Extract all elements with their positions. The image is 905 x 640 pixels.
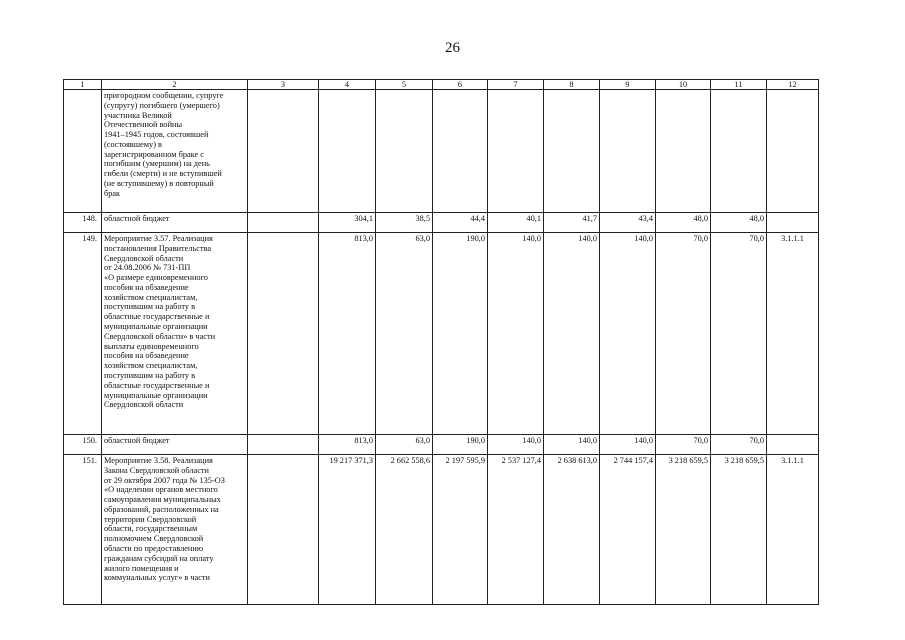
table-cell: 140,0 <box>544 233 600 435</box>
table-cell: 2 197 595,9 <box>433 455 488 605</box>
table-cell <box>433 90 488 213</box>
column-header: 3 <box>248 80 319 90</box>
table-cell: 2 744 157,4 <box>600 455 656 605</box>
table-cell: 813,0 <box>319 435 376 455</box>
table-cell: 140,0 <box>488 435 544 455</box>
table-cell <box>376 90 433 213</box>
table-cell: 140,0 <box>600 233 656 435</box>
table-cell: 40,1 <box>488 213 544 233</box>
column-header: 2 <box>102 80 248 90</box>
table-cell: 140,0 <box>488 233 544 435</box>
table-cell: 190,0 <box>433 435 488 455</box>
row-description: Мероприятие 3.58. Реализация Закона Свердловской области от 29 октября 2007 года № 135-ОЗ «О наделении органов местного самоуправления муниципальных образований, расположенных на территории Свердловской области, государственным полномочием Свердловской области по предоставлению гражданам субсидий на оплату жилого помещения и коммунальных услуг» в части <box>102 455 248 605</box>
table-cell: 63,0 <box>376 233 433 435</box>
table-cell: 38,5 <box>376 213 433 233</box>
table-cell: 48,0 <box>711 213 767 233</box>
table-cell: 140,0 <box>600 435 656 455</box>
table-row <box>64 233 819 435</box>
table-cell: 44,4 <box>433 213 488 233</box>
row-number: 151. <box>64 455 102 605</box>
row-number <box>64 90 102 213</box>
row-number: 148. <box>64 213 102 233</box>
table-cell: 2 638 613,0 <box>544 455 600 605</box>
table-cell <box>248 435 319 455</box>
table-cell <box>767 213 819 233</box>
table-cell: 19 217 371,3 <box>319 455 376 605</box>
table-cell: 190,0 <box>433 233 488 435</box>
table-cell <box>248 233 319 435</box>
table-cell: 70,0 <box>711 435 767 455</box>
table-cell <box>711 90 767 213</box>
column-header: 4 <box>319 80 376 90</box>
table-cell: 63,0 <box>376 435 433 455</box>
table-cell: 304,1 <box>319 213 376 233</box>
table-cell: 70,0 <box>656 233 711 435</box>
table-cell: 3.1.1.1 <box>767 455 819 605</box>
table-cell <box>600 90 656 213</box>
table-cell <box>488 90 544 213</box>
table-cell: 43,4 <box>600 213 656 233</box>
column-header: 11 <box>711 80 767 90</box>
table-cell: 3 218 659,5 <box>656 455 711 605</box>
page-number: 26 <box>445 40 460 56</box>
table-cell: 70,0 <box>711 233 767 435</box>
column-header: 9 <box>600 80 656 90</box>
table-cell: 2 662 558,6 <box>376 455 433 605</box>
table-cell: 813,0 <box>319 233 376 435</box>
table-row <box>64 213 819 233</box>
budget-table <box>63 79 819 605</box>
table-row <box>64 435 819 455</box>
column-header: 5 <box>376 80 433 90</box>
column-header: 1 <box>64 80 102 90</box>
row-description: Мероприятие 3.57. Реализация постановления Правительства Свердловской области от 24.08.2006 № 731-ПП «О размере единовременного пособия на обзаведение хозяйством специалистам, поступившим на работу в областные государственные и муниципальные организации Свердловской области» в части выплаты единовременного пособия на обзаведение хозяйством специалистам, поступившим на работу в областные государственные и муниципальные организации Свердловской области <box>102 233 248 435</box>
column-header: 7 <box>488 80 544 90</box>
table-cell <box>544 90 600 213</box>
row-description: областной бюджет <box>102 435 248 455</box>
column-header: 6 <box>433 80 488 90</box>
table-cell: 2 537 127,4 <box>488 455 544 605</box>
table-cell <box>767 435 819 455</box>
column-header: 12 <box>767 80 819 90</box>
table-header-row <box>64 80 819 90</box>
table-cell <box>248 455 319 605</box>
table-cell: 3.1.1.1 <box>767 233 819 435</box>
table-cell: 3 218 659,5 <box>711 455 767 605</box>
table-cell: 48,0 <box>656 213 711 233</box>
column-header: 10 <box>656 80 711 90</box>
table-row <box>64 455 819 605</box>
table-cell <box>656 90 711 213</box>
table-row <box>64 90 819 213</box>
row-description: областной бюджет <box>102 213 248 233</box>
column-header: 8 <box>544 80 600 90</box>
table-cell <box>767 90 819 213</box>
row-description: пригородном сообщении, супруге (супругу) погибшего (умершего) участника Великой Отечественной войны 1941–1945 годов, состоявшей (состоявшему) в зарегистрированном браке с погибшим (умершим) на день гибели (смерти) и не вступившей (не вступившему) в повторный брак <box>102 90 248 213</box>
table-cell <box>248 213 319 233</box>
table-cell: 140,0 <box>544 435 600 455</box>
row-number: 150. <box>64 435 102 455</box>
table-cell <box>319 90 376 213</box>
table-cell: 41,7 <box>544 213 600 233</box>
table-cell: 70,0 <box>656 435 711 455</box>
table-cell <box>248 90 319 213</box>
row-number: 149. <box>64 233 102 435</box>
